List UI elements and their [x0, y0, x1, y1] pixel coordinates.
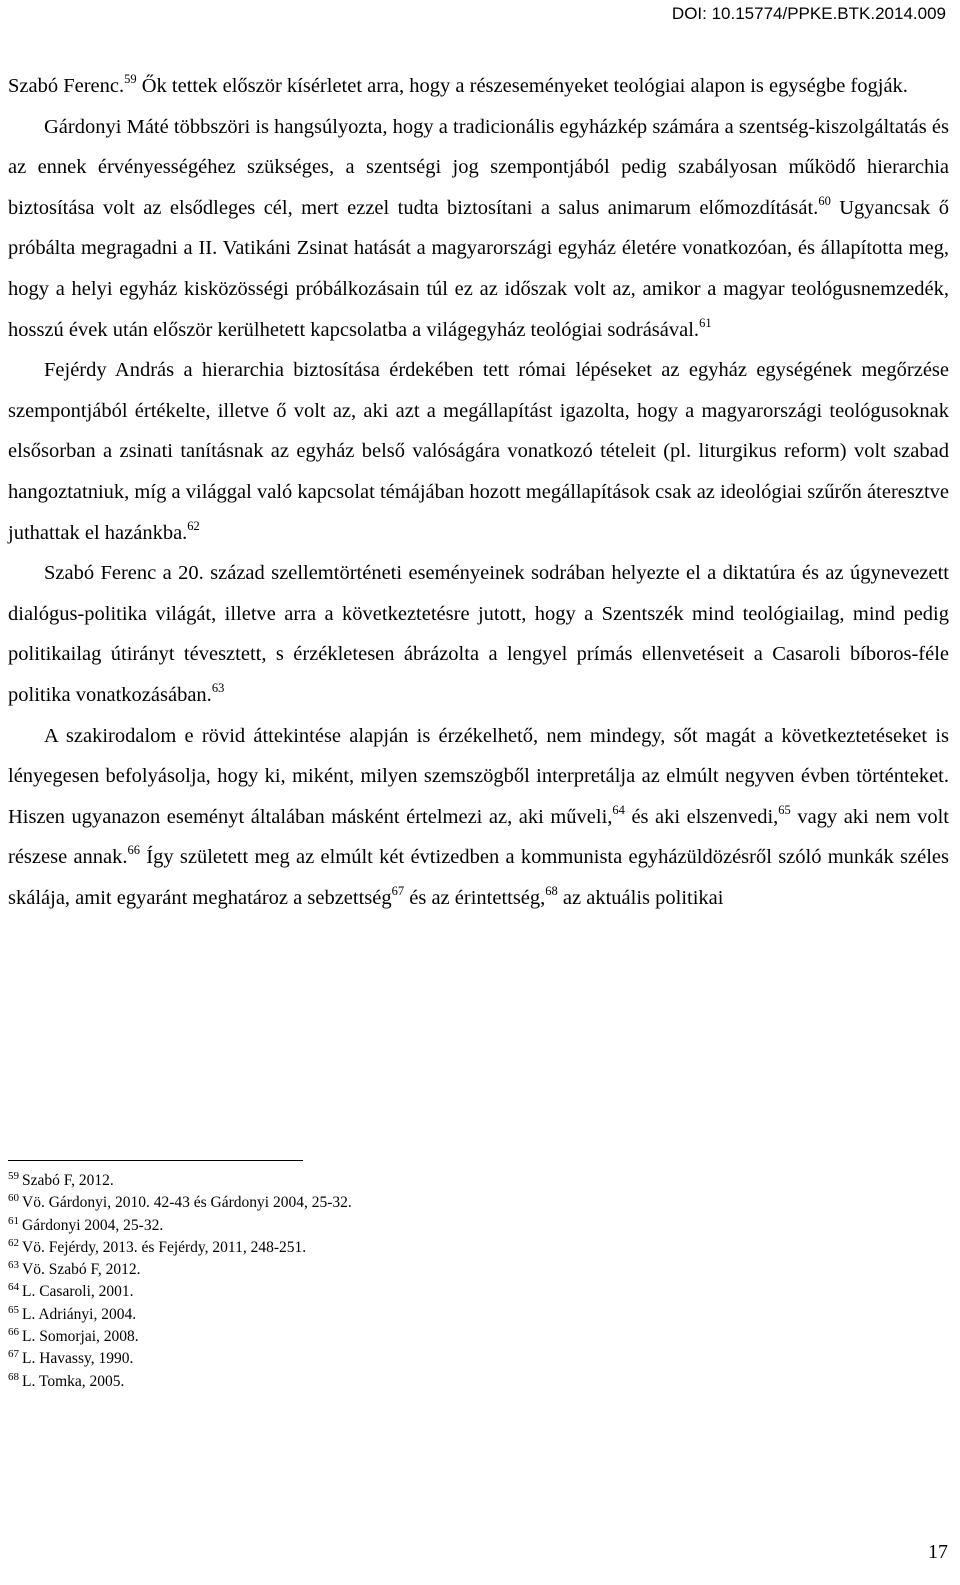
paragraph-5: A szakirodalom e rövid áttekintése alapján is érzékelhető, nem mindegy, sőt magát a következtetéseket is lényegesen befolyásolja, hogy ki, miként, milyen szemszögből interpretálja az elmúlt negyven évben történteket. Hiszen ugyanazon eseményt általában másként értelmezi az, aki műveli,$^{64}$ és aki elszenvedi,$^{65}$ vagy aki nem volt részese annak.$^{66}$ Így született meg az elmúlt két évtizedben a kommunista egyházüldözésről szóló munkák széles skálája, amit egyaránt meghatároz a sebzettség$^{67}$ és az érintettség,$^{68}$ az aktuális politikai [8, 724, 949, 909]
footnote-67 [8, 1348, 708, 1370]
footnote-number: 59 [8, 1170, 19, 1182]
footnote-68 [8, 1371, 708, 1393]
footnote-66 [8, 1326, 708, 1348]
footnote-text: Szabó F, 2012. [22, 1172, 114, 1189]
footnotes [8, 1170, 708, 1393]
footnote-text: L. Somorjai, 2008. [22, 1328, 139, 1346]
paragraph-1: Szabó Ferenc.$^{59}$ Ők tettek először kísérletet arra, hogy a részeseményeket teológiai alapon is egységbe fogják. [8, 72, 908, 97]
footnote-text: Vö. Szabó F, 2012. [22, 1261, 141, 1279]
footnote-number: 61 [8, 1214, 19, 1227]
footnote-number: 65 [8, 1303, 19, 1316]
footnote-65 [8, 1304, 708, 1326]
footnote-text: Vö. Fejérdy, 2013. és Fejérdy, 2011, 248-251. [22, 1238, 307, 1256]
footnote-ref-65[interactable]: 65 [778, 802, 791, 817]
footnote-text: L. Havassy, 1990. [22, 1350, 134, 1368]
footnote-number: 63 [8, 1259, 19, 1272]
page-number: 17 [928, 1541, 948, 1563]
paragraph-2: Gárdonyi Máté többszöri is hangsúlyozta, hogy a tradicionális egyházkép számára a szentség-kiszolgáltatás és az ennek érvényességéhez szükséges, a szentségi jog szempontjából pedig szabályosan működő hierarchia biztosítása volt az elsődleges cél, mert ezzel tudta biztosítani a salus animarum előmozdítását.$^{60}$ Ugyancsak ő próbálta megragadni a II. Vatikáni Zsinat hatását a magyarországi egyház életére vonatkozóan, és állapította meg, hogy a helyi egyház kisközösségi próbálkozásain túl ez az időszak volt az, amikor a magyar teológusnemzedék, hosszú évek után először kerülhetett kapcsolatba a világegyház teológiai sodrásával.$^{61}$ [8, 115, 949, 341]
paragraph-3: Fejérdy András a hierarchia biztosítása érdekében tett római lépéseket az egyház egységének megőrzése szempontjából értékelte, illetve ő volt az, aki azt a megállapítást igazolta, hogy a magyarországi teológusoknak elsősorban a zsinati tanításnak az egyház belső valóságára vonatkozó tételeit (pl. liturgikus reform) volt szabad hangoztatniuk, míg a világgal való kapcsolat témájában hozott megállapítások csak az ideológiai szűrőn áteresztve juthattak el hazánkba.$^{62}$ [8, 359, 949, 544]
footnote-number: 67 [8, 1348, 19, 1361]
footnote-number: 66 [8, 1326, 19, 1339]
footnote-number: 68 [8, 1370, 19, 1383]
footnote-text: L. Adriányi, 2004. [22, 1305, 137, 1323]
footnote-62 [8, 1237, 708, 1259]
footnote-ref-59[interactable]: 59 [124, 72, 137, 86]
footnote-text: Gárdonyi 2004, 25-32. [22, 1216, 164, 1234]
footnote-ref-61[interactable]: 61 [699, 315, 712, 330]
footnote-61 [8, 1215, 708, 1237]
footnote-64 [8, 1281, 708, 1303]
footnote-separator [8, 1160, 303, 1161]
footnote-ref-60[interactable]: 60 [818, 193, 831, 208]
paragraph-4: Szabó Ferenc a 20. század szellemtörténeti eseményeinek sodrában helyezte el a diktatúra és az úgynevezett dialógus-politika világát, illetve arra a következtetésre jutott, hogy a Szentszék mind teológiailag, mind pedig politikailag útirányt tévesztett, s érzékletesen ábrázolta a lengyel prímás ellenvetéseit a Casaroli bíboros-féle politika vonatkozásában.$^{63}$ [8, 562, 949, 706]
footnote-ref-67[interactable]: 67 [391, 883, 405, 898]
footnote-59 [8, 1170, 708, 1192]
footnote-text: L. Casaroli, 2001. [22, 1283, 134, 1301]
main-text [8, 66, 949, 918]
footnote-number: 60 [8, 1192, 19, 1205]
footnote-ref-66[interactable]: 66 [127, 843, 141, 858]
footnote-ref-63[interactable]: 63 [211, 680, 225, 695]
footnote-60 [8, 1192, 708, 1214]
footnote-63 [8, 1259, 708, 1281]
footnote-ref-68[interactable]: 68 [545, 883, 558, 898]
footnote-number: 64 [8, 1281, 19, 1294]
footnote-number: 62 [8, 1236, 19, 1249]
footnote-ref-64[interactable]: 64 [612, 802, 625, 817]
footnote-ref-62[interactable]: 62 [187, 518, 200, 533]
footnote-text: Vö. Gárdonyi, 2010. 42-43 és Gárdonyi 2004, 25-32. [22, 1194, 352, 1212]
doi-header: DOI: 10.15774/PPKE.BTK.2014.009 [671, 4, 946, 23]
footnote-text: L. Tomka, 2005. [22, 1372, 125, 1390]
